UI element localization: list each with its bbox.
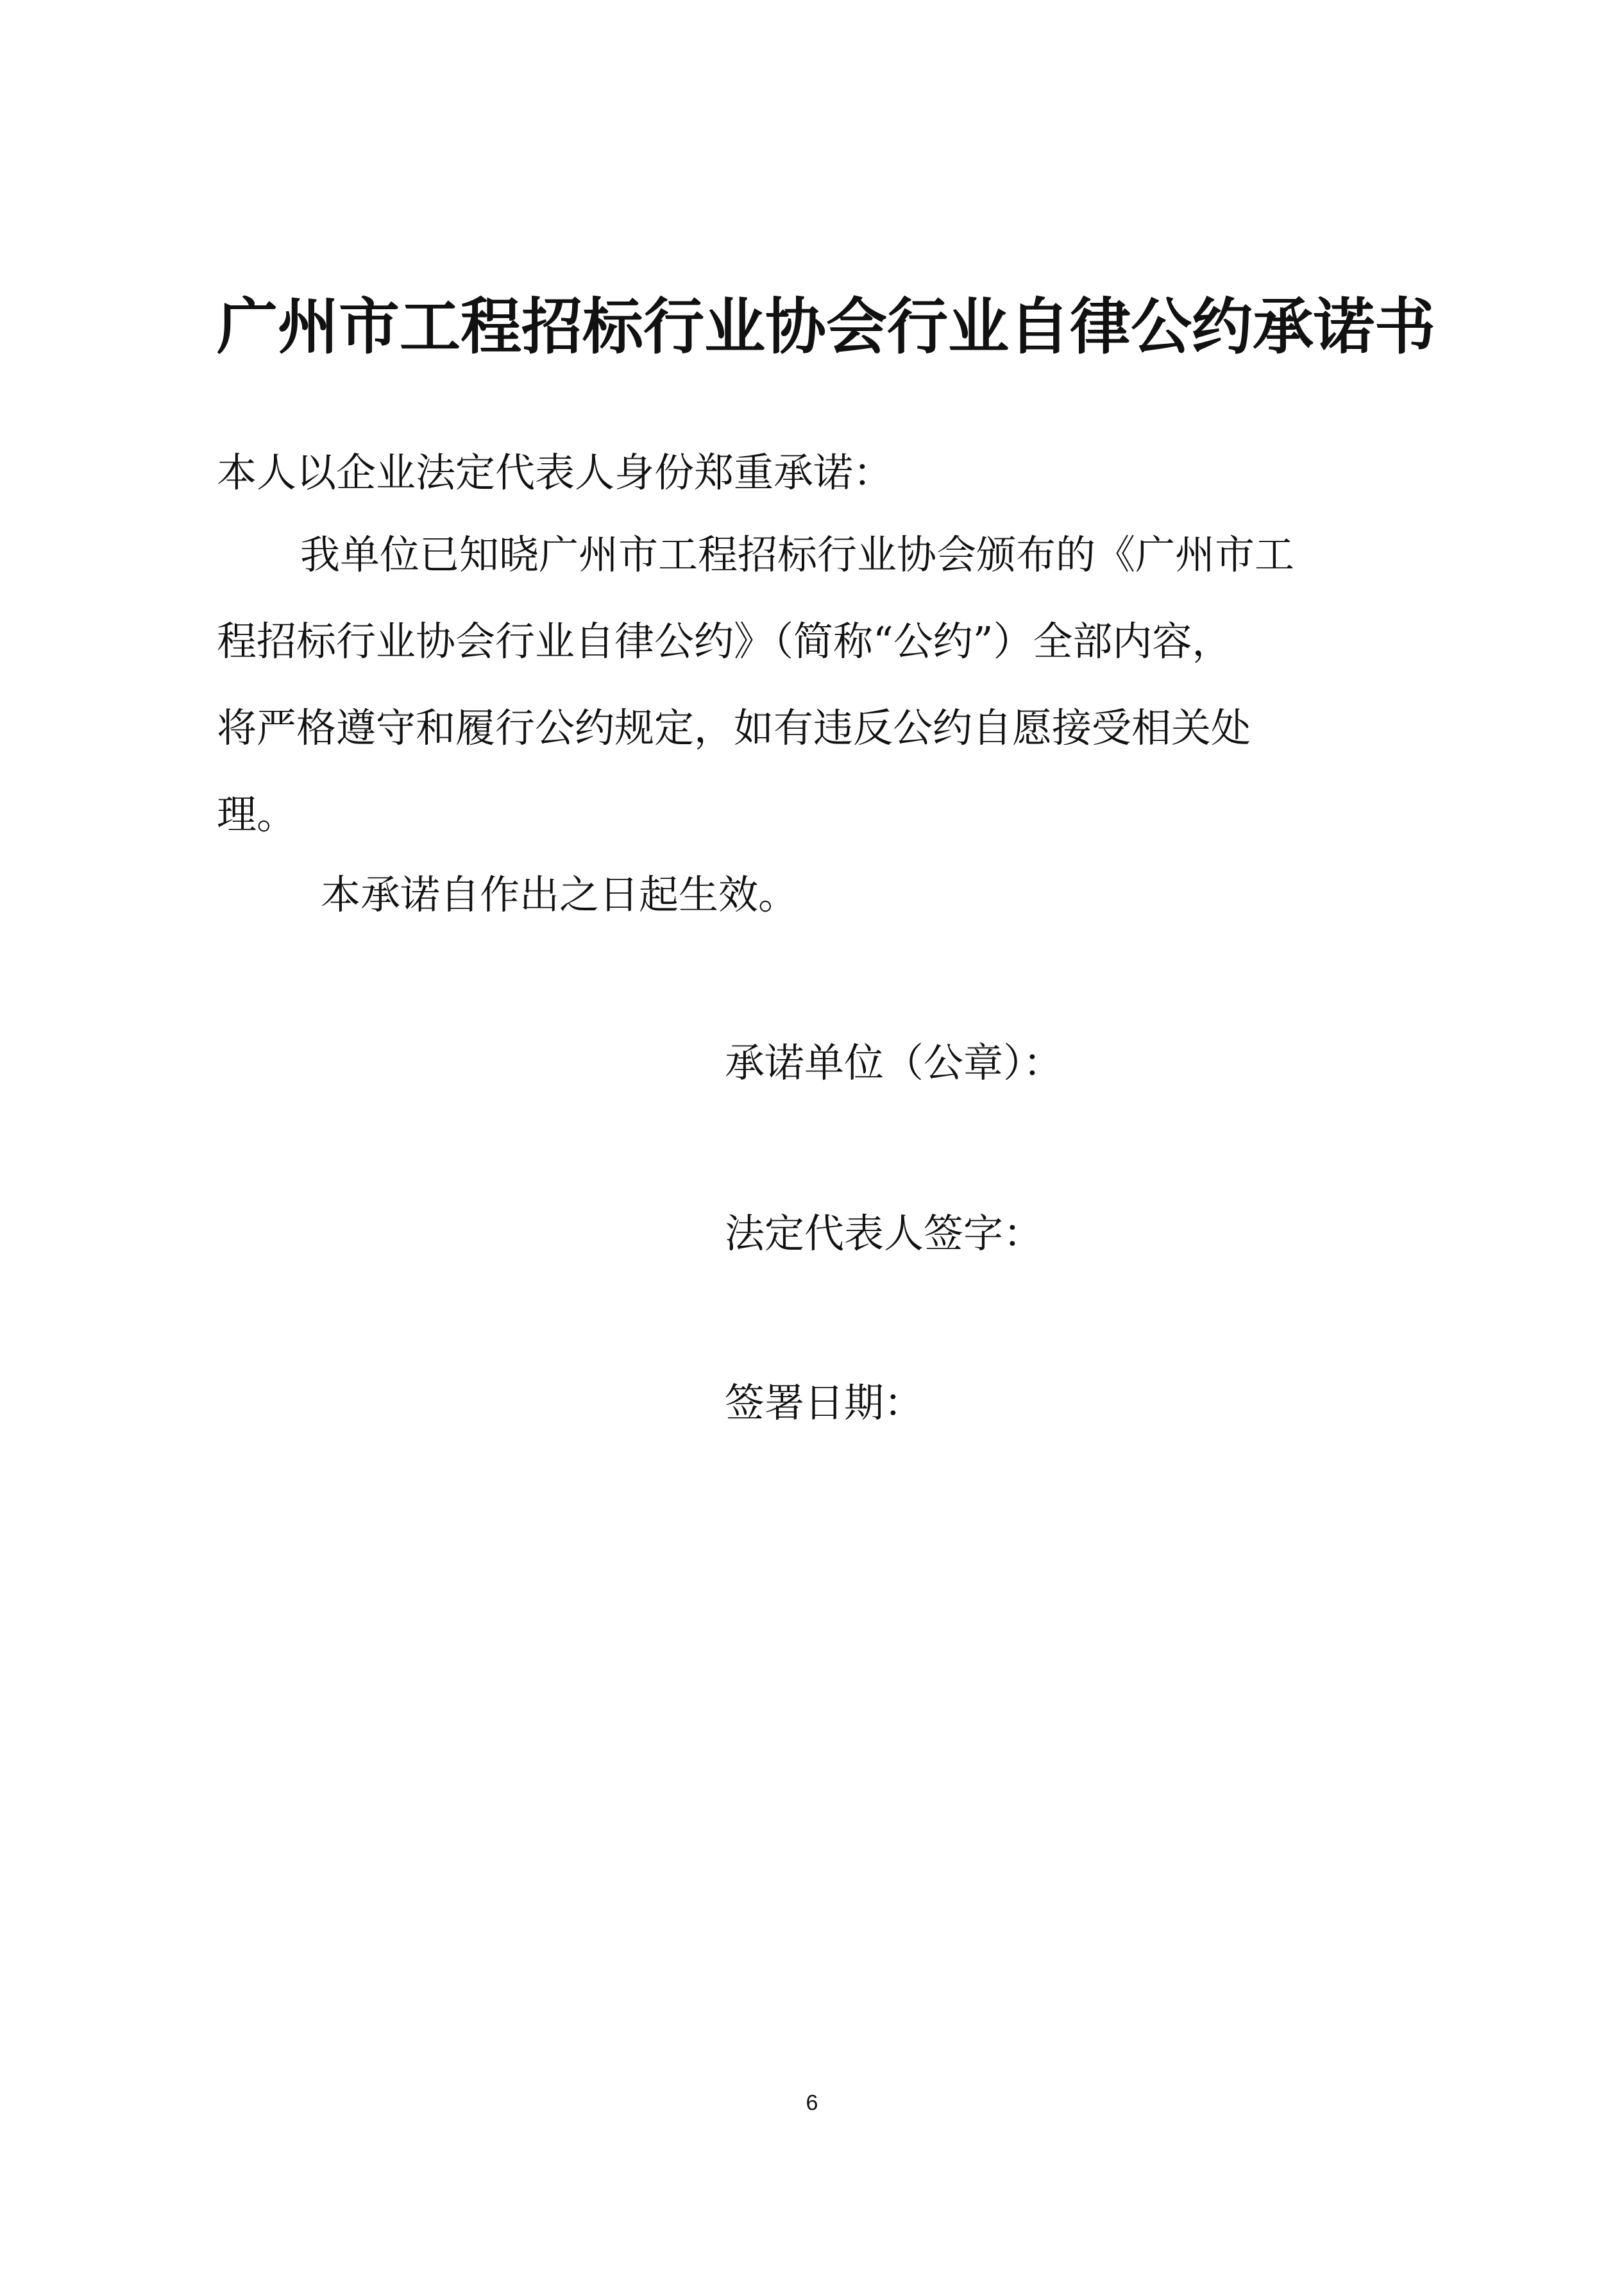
paragraph-line-3: 将严格遵守和履行公约规定，如有违反公约自愿接受相关处: [217, 704, 1251, 751]
paragraph-line-4: 理。: [217, 791, 297, 838]
legal-representative-label: 法定代表人签字：: [725, 1210, 1044, 1257]
paragraph-line-2: 程招标行业协会行业自律公约》（简称“公约”）全部内容，: [217, 618, 1232, 665]
paragraph-line-1: 我单位已知晓广州市工程招标行业协会颁布的《广州市工: [300, 531, 1295, 578]
commitment-unit-label: 承诺单位（公章）：: [725, 1039, 1063, 1086]
effective-statement: 本承诺自作出之日起生效。: [321, 871, 799, 918]
document-title: 广州市工程招标行业协会行业自律公约承诺书: [217, 292, 1436, 362]
page-number: 6: [806, 2091, 818, 2115]
signing-date-label: 签署日期：: [725, 1379, 924, 1426]
intro-statement: 本人以企业法定代表人身份郑重承诺：: [217, 449, 893, 496]
